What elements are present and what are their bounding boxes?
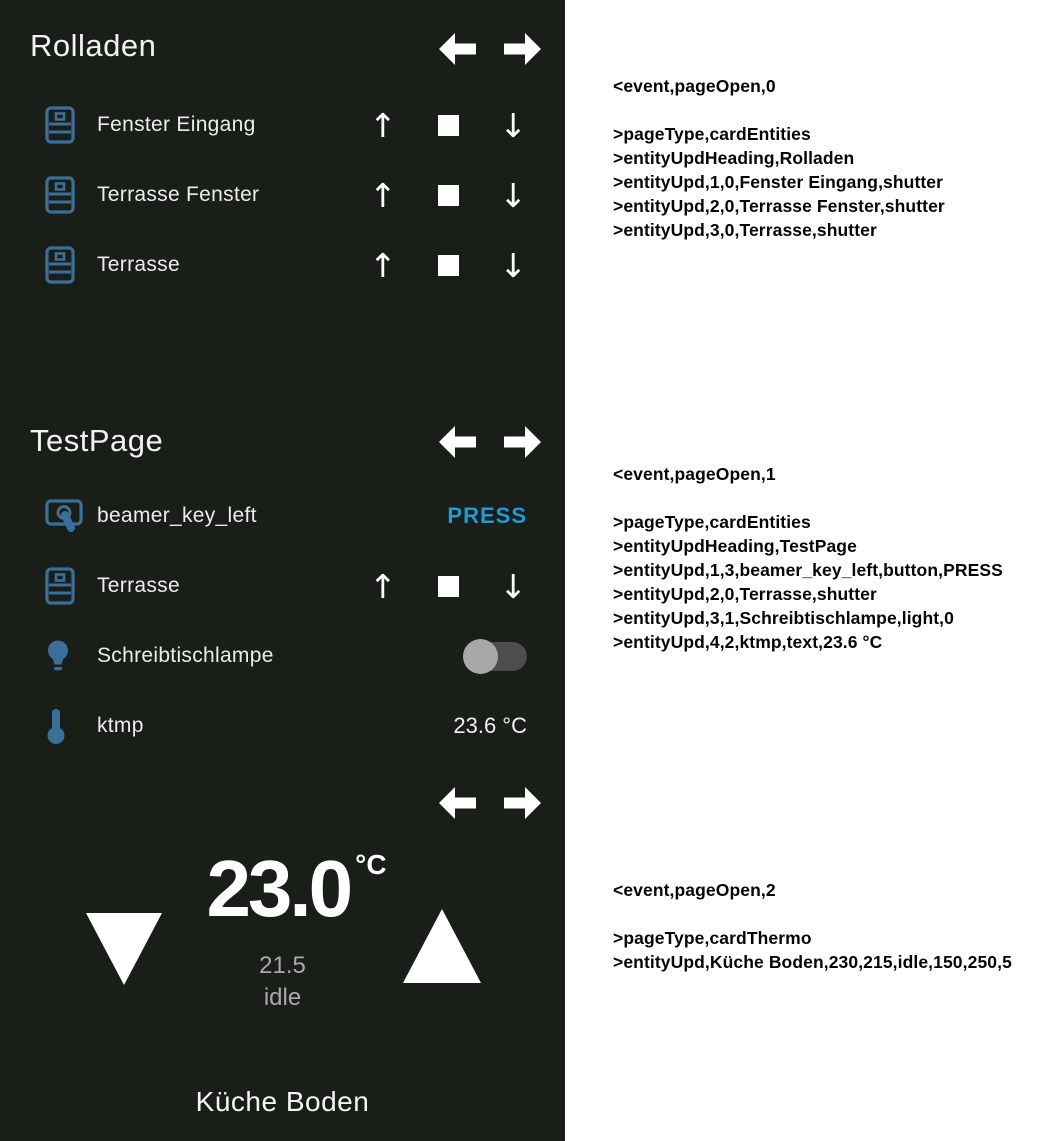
shutter-controls bbox=[369, 566, 527, 606]
log-line: >entityUpd,4,2,ktmp,text,23.6 °C bbox=[613, 632, 883, 652]
page-next-icon[interactable] bbox=[504, 786, 541, 820]
entity-label: beamer_key_left bbox=[97, 504, 257, 527]
log-line: >entityUpdHeading,Rolladen bbox=[613, 148, 855, 168]
log-line: >entityUpd,1,3,beamer_key_left,button,PRESS bbox=[613, 560, 1003, 580]
entity-label: ktmp bbox=[97, 714, 144, 737]
temperature-unit: °C bbox=[355, 849, 387, 880]
page-prev-icon[interactable] bbox=[439, 425, 476, 459]
log-line: >entityUpdHeading,TestPage bbox=[613, 536, 857, 556]
shutter-controls bbox=[369, 105, 527, 145]
sensor-value: 23.6 °C bbox=[453, 713, 527, 738]
shutter-up-button[interactable]: ↑ bbox=[369, 245, 397, 285]
window-shutter-icon bbox=[45, 246, 83, 284]
window-shutter-icon bbox=[45, 567, 83, 605]
entity-row-terrasse-fenster bbox=[0, 160, 565, 230]
card-entities-rolladen bbox=[0, 0, 565, 400]
shutter-controls bbox=[369, 245, 527, 285]
log-block-page2 bbox=[613, 878, 1012, 974]
entity-rows bbox=[0, 481, 565, 761]
log-line: >pageType,cardEntities bbox=[613, 124, 811, 144]
entity-row-terrasse bbox=[0, 551, 565, 621]
shutter-up-button[interactable]: ↑ bbox=[369, 566, 397, 606]
protocol-log-column bbox=[565, 0, 1045, 1141]
entity-row-beamer-key-left bbox=[0, 481, 565, 551]
card-entities-testpage bbox=[0, 392, 565, 760]
log-line: >entityUpd,3,0,Terrasse,shutter bbox=[613, 220, 877, 240]
log-event-line: <event,pageOpen,1 bbox=[613, 464, 776, 484]
shutter-down-button[interactable]: ↓ bbox=[499, 245, 527, 285]
log-gap bbox=[613, 98, 945, 122]
shutter-stop-button[interactable] bbox=[438, 255, 459, 276]
shutter-up-button[interactable]: ↑ bbox=[369, 105, 397, 145]
window-shutter-icon bbox=[45, 106, 83, 144]
log-block-page1 bbox=[613, 462, 1003, 654]
log-line: >entityUpd,1,0,Fenster Eingang,shutter bbox=[613, 172, 944, 192]
light-toggle[interactable] bbox=[465, 642, 527, 671]
log-line: >entityUpd,2,0,Terrasse Fenster,shutter bbox=[613, 196, 945, 216]
entity-row-schreibtischlampe bbox=[0, 621, 565, 691]
card-heading: Rolladen bbox=[30, 28, 157, 63]
entity-row-terrasse bbox=[0, 230, 565, 300]
shutter-down-button[interactable]: ↓ bbox=[499, 566, 527, 606]
gesture-tap-button-icon bbox=[45, 499, 83, 533]
page-prev-icon[interactable] bbox=[439, 32, 476, 66]
target-temperature: 21.5 bbox=[259, 952, 306, 979]
entity-label: Terrasse bbox=[97, 253, 180, 276]
shutter-stop-button[interactable] bbox=[438, 115, 459, 136]
lightbulb-icon bbox=[45, 639, 83, 673]
entity-label: Terrasse Fenster bbox=[97, 183, 260, 206]
entity-label: Terrasse bbox=[97, 574, 180, 597]
page-prev-icon[interactable] bbox=[439, 786, 476, 820]
thermostat-title: Küche Boden bbox=[195, 1086, 370, 1117]
log-gap bbox=[613, 902, 1012, 926]
current-temperature-value: 23.0 bbox=[206, 844, 351, 933]
thermometer-icon bbox=[45, 707, 83, 745]
entity-label: Schreibtischlampe bbox=[97, 644, 274, 667]
page-nav bbox=[439, 425, 541, 459]
log-line: >entityUpd,2,0,Terrasse,shutter bbox=[613, 584, 877, 604]
page-nav bbox=[439, 32, 541, 66]
entity-rows bbox=[0, 90, 565, 300]
card-heading: TestPage bbox=[30, 423, 164, 458]
page-next-icon[interactable] bbox=[504, 32, 541, 66]
shutter-stop-button[interactable] bbox=[438, 185, 459, 206]
shutter-up-button[interactable]: ↑ bbox=[369, 175, 397, 215]
log-event-line: <event,pageOpen,2 bbox=[613, 880, 776, 900]
shutter-controls bbox=[369, 175, 527, 215]
window-shutter-icon bbox=[45, 176, 83, 214]
press-button[interactable]: PRESS bbox=[447, 503, 527, 528]
toggle-knob bbox=[463, 639, 498, 674]
entity-label: Fenster Eingang bbox=[97, 113, 256, 136]
page-next-icon[interactable] bbox=[504, 425, 541, 459]
log-event-line: <event,pageOpen,0 bbox=[613, 76, 776, 96]
entity-row-ktmp bbox=[0, 691, 565, 761]
log-gap bbox=[613, 486, 1003, 510]
log-line: >entityUpd,3,1,Schreibtischlampe,light,0 bbox=[613, 608, 954, 628]
log-block-page0 bbox=[613, 74, 945, 242]
shutter-down-button[interactable]: ↓ bbox=[499, 105, 527, 145]
entity-row-fenster-eingang bbox=[0, 90, 565, 160]
thermostat-state: idle bbox=[263, 984, 302, 1011]
log-line: >entityUpd,Küche Boden,230,215,idle,150,250,5 bbox=[613, 952, 1012, 972]
log-line: >pageType,cardEntities bbox=[613, 512, 811, 532]
shutter-stop-button[interactable] bbox=[438, 576, 459, 597]
page-nav bbox=[439, 786, 541, 820]
shutter-down-button[interactable]: ↓ bbox=[499, 175, 527, 215]
log-line: >pageType,cardThermo bbox=[613, 928, 812, 948]
